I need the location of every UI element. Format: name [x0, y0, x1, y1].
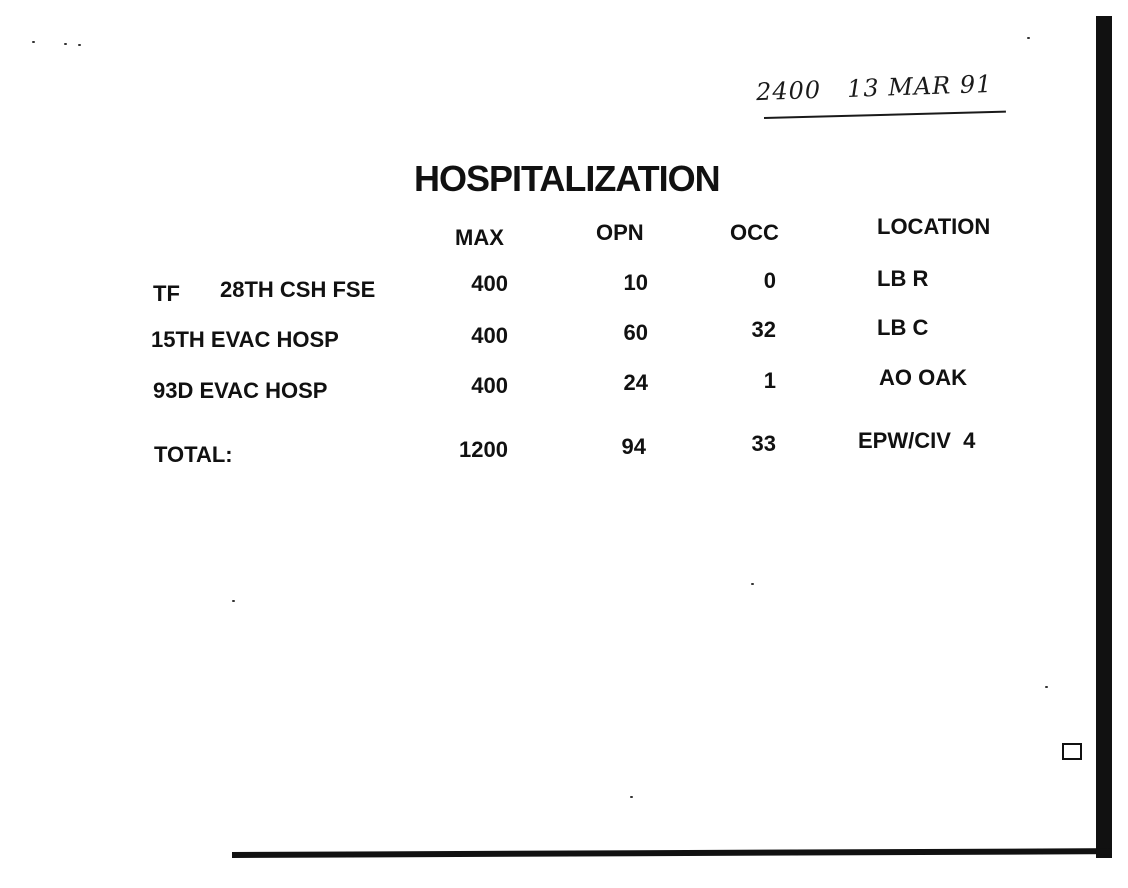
scan-speck — [630, 796, 633, 798]
opn-value: 24 — [623, 370, 648, 395]
box-mark — [1062, 743, 1082, 760]
handwritten-time: 2400 — [755, 75, 822, 107]
column-header-max: MAX — [455, 225, 504, 250]
scan-speck — [232, 600, 235, 602]
scan-speck — [751, 583, 754, 585]
unit-prefix: TF — [153, 281, 180, 306]
total-label: TOTAL: — [154, 442, 233, 467]
handwritten-timestamp — [756, 70, 993, 106]
occ-value: 32 — [751, 317, 776, 342]
total-occ-value: 33 — [751, 431, 776, 456]
column-header-location: LOCATION — [877, 214, 991, 239]
unit-name: 15TH EVAC HOSP — [151, 327, 339, 352]
scan-speck — [64, 43, 67, 45]
opn-value: 60 — [623, 320, 648, 345]
total-opn-value: 94 — [621, 434, 646, 459]
max-value: 400 — [471, 271, 508, 296]
column-header-opn: OPN — [596, 220, 644, 245]
handwritten-date: 13 MAR 91 — [846, 69, 993, 103]
occ-value: 0 — [763, 268, 776, 293]
occ-value: 1 — [763, 368, 776, 393]
opn-value: 10 — [623, 270, 648, 295]
total-max-value: 1200 — [459, 437, 508, 462]
unit-name: 28TH CSH FSE — [220, 277, 376, 302]
total-location-value: EPW/CIV 4 — [858, 428, 976, 453]
max-value: 400 — [471, 373, 508, 398]
scan-speck — [78, 44, 81, 46]
page-edge-right — [1096, 16, 1112, 858]
column-header-occ: OCC — [730, 220, 779, 245]
scan-speck — [1027, 37, 1030, 39]
unit-name: 93D EVAC HOSP — [153, 378, 328, 403]
page-edge-bottom — [232, 848, 1112, 858]
location-value: AO OAK — [879, 365, 967, 390]
location-value: LB C — [877, 315, 929, 340]
scan-speck — [32, 41, 35, 43]
page-title: HOSPITALIZATION — [414, 158, 720, 199]
handwritten-underline — [764, 111, 1006, 119]
max-value: 400 — [471, 323, 508, 348]
scan-speck — [1045, 686, 1048, 688]
location-value: LB R — [877, 266, 929, 291]
